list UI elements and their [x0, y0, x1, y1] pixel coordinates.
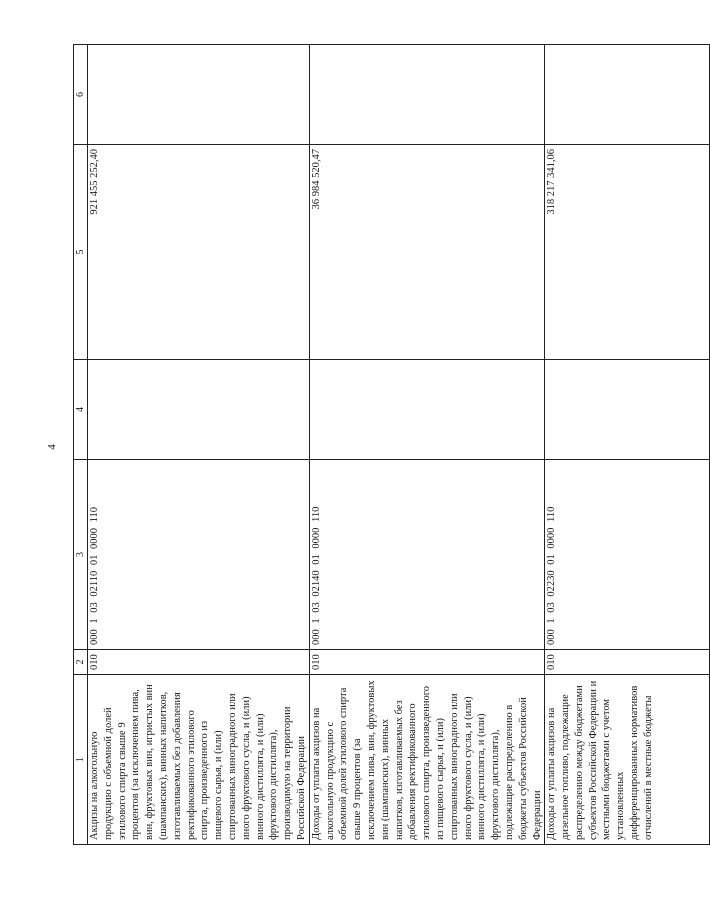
- budget-classification-code-cell: 000 1 03 02230 01 0000 110: [545, 460, 710, 650]
- column-6-cell: [545, 45, 710, 145]
- budget-classification-code-cell: 000 1 03 02110 01 0000 110: [88, 460, 310, 650]
- table-row: [309, 45, 545, 845]
- table-row: [88, 45, 310, 845]
- column-6-cell: [309, 45, 545, 145]
- budget-revenue-table: [73, 44, 710, 845]
- budget-classification-code-cell: 000 1 03 02140 01 0000 110: [309, 460, 545, 650]
- column-4-cell: [309, 360, 545, 460]
- revenue-name-cell: Акцизы на алкогольную продукцию с объемной долей этилового спирта свыше 9 процентов (за исключением пива, вин, фруктовых вин, игристых вин (шампанских), винных напитков, изготавливаемых без добавления ректификованного этилового спирта, произведенного из пищевого сырья, и (или) спиртованных виноградного или иного фруктового сусла, и (или) винного дистиллята, и (или) фруктового дистиллята), производимую на территории Российской Федерации: [88, 675, 310, 845]
- column-header-1: 1: [74, 675, 88, 845]
- column-header-4: 4: [74, 360, 88, 460]
- amount-cell: 921 455 252,40: [88, 145, 310, 360]
- column-header-6: 6: [74, 45, 88, 145]
- amount-cell: 36 984 520,47: [309, 145, 545, 360]
- column-header-5: 5: [74, 145, 88, 360]
- table-header-row: [74, 45, 88, 845]
- amount-cell: 318 217 341,06: [545, 145, 710, 360]
- revenue-name-cell: Доходы от уплаты акцизов на дизельное топливо, подлежащие распределению между бюджетами субъектов Российской Федерации и местными бюджетами с учетом установленных дифференцированных нормативов отчислений в местные бюджеты: [545, 675, 710, 845]
- page-number: 4: [46, 444, 58, 450]
- column-header-3: 3: [74, 460, 88, 650]
- column-header-2: 2: [74, 650, 88, 675]
- admin-code-cell: 010: [88, 650, 310, 675]
- column-4-cell: [545, 360, 710, 460]
- table-row: [545, 45, 710, 845]
- column-4-cell: [88, 360, 310, 460]
- admin-code-cell: 010: [545, 650, 710, 675]
- admin-code-cell: 010: [309, 650, 545, 675]
- column-6-cell: [88, 45, 310, 145]
- rotated-page-content: [73, 45, 654, 845]
- revenue-name-cell: Доходы от уплаты акцизов на алкогольную продукцию с объемной долей этилового спирта свыше 9 процентов (за исключением пива, вин, фруктовых вин (шампанских), винных напитков, изготавливаемых без добавления ректификованного этилового спирта, произведенного из пищевого сырья, и (или) спиртованных виноградного или иного фруктового сусла, и (или) винного дистиллята, и (или) фруктового дистиллята), подлежащие распределению в бюджеты субъектов Российской Федерации: [309, 675, 545, 845]
